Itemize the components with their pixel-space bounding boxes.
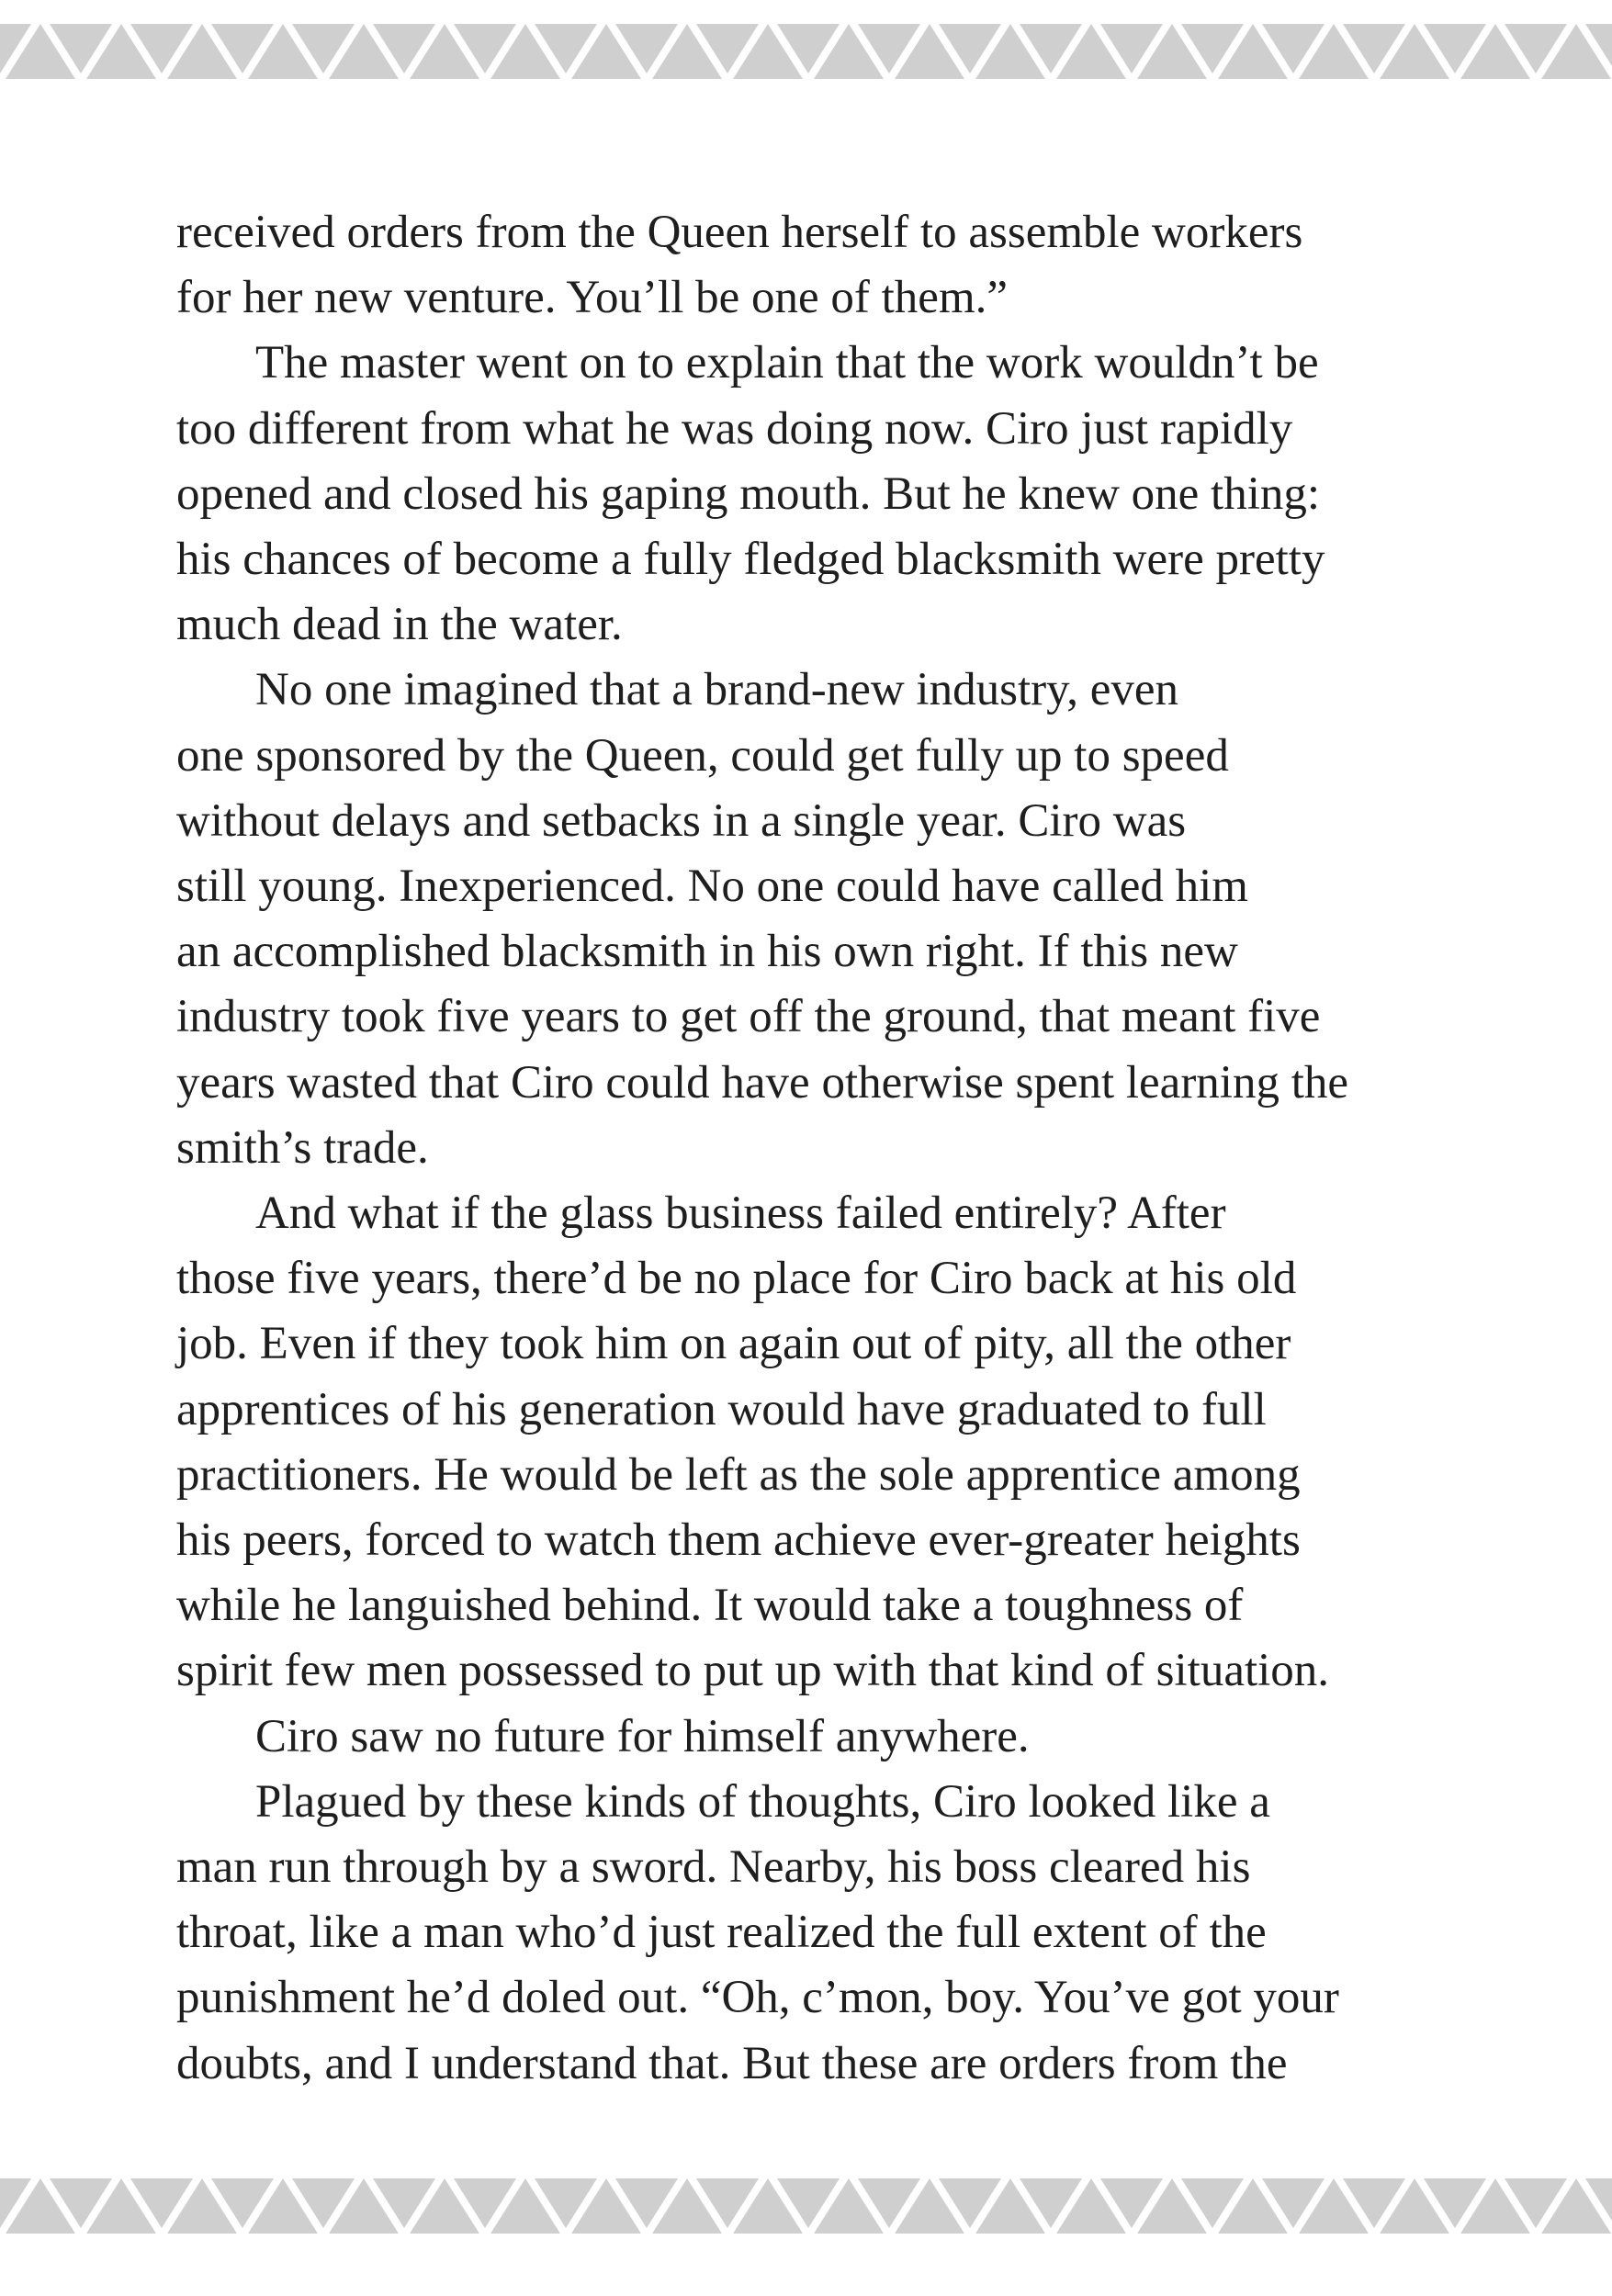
text-line: industry took five years to get off the ground, that meant five	[176, 991, 1321, 1043]
text-line: while he languished behind. It would take a toughness of	[176, 1580, 1244, 1632]
text-line: too different from what he was doing now. Ciro just rapidly	[176, 402, 1293, 455]
paragraph-first-line: And what if the glass business failed entirely? After	[255, 1187, 1226, 1240]
triangle-band	[0, 2155, 1612, 2257]
text-line: without delays and setbacks in a single year. Ciro was	[176, 794, 1187, 847]
text-line: spirit few men possessed to put up with that kind of situation.	[176, 1645, 1330, 1697]
paragraph-first-line: The master went on to explain that the work wouldn’t be	[255, 337, 1319, 389]
page-body-text	[176, 200, 1481, 2097]
text-line: job. Even if they took him on again out of pity, all the other	[176, 1318, 1291, 1370]
bottom-border-pattern	[0, 2155, 1612, 2257]
paragraph-first-line: Plagued by these kinds of thoughts, Ciro looked like a	[255, 1775, 1270, 1828]
text-line: those five years, there’d be no place for Ciro back at his old	[176, 1253, 1297, 1305]
text-line: still young. Inexperienced. No one could have called him	[176, 861, 1248, 913]
text-line: his peers, forced to watch them achieve ever-greater heights	[176, 1514, 1301, 1567]
text-line: practitioners. He would be left as the sole apprentice among	[176, 1448, 1301, 1501]
paragraph-first-line: Ciro saw no future for himself anywhere.	[255, 1710, 1030, 1762]
text-line: much dead in the water.	[176, 599, 623, 651]
paragraph-first-line: No one imagined that a brand-new industry, even	[255, 664, 1179, 716]
text-line: opened and closed his gaping mouth. But he knew one thing:	[176, 467, 1321, 520]
text-line: an accomplished blacksmith in his own right. If this new	[176, 926, 1238, 978]
text-line: apprentices of his generation would have graduated to full	[176, 1383, 1267, 1435]
text-line: his chances of become a fully fledged blacksmith were pretty	[176, 534, 1325, 586]
triangle-band	[0, 0, 1612, 103]
text-line: years wasted that Ciro could have otherwise spent learning the	[176, 1056, 1349, 1109]
text-line: throat, like a man who’d just realized the full extent of the	[176, 1907, 1267, 1959]
text-line: punishment he’d doled out. “Oh, c’mon, boy. You’ve got your	[176, 1972, 1339, 2024]
text-line: one sponsored by the Queen, could get fully up to speed	[176, 729, 1229, 782]
text-line: received orders from the Queen herself to assemble workers	[176, 207, 1303, 258]
text-line: for her new venture. You’ll be one of them.”	[176, 272, 1009, 324]
text-line: man run through by a sword. Nearby, his boss cleared his	[176, 1841, 1251, 1894]
text-line: smith’s trade.	[176, 1121, 429, 1174]
top-border-pattern	[0, 0, 1612, 103]
text-line: doubts, and I understand that. But these are orders from the	[176, 2037, 1288, 2089]
